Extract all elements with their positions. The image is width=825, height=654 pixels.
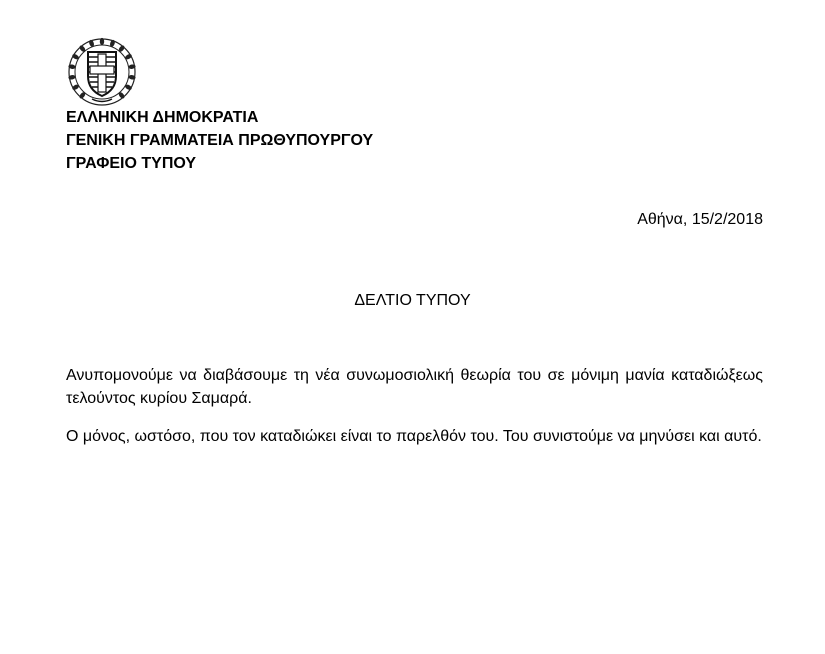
coat-of-arms-icon xyxy=(66,36,138,108)
document-date: Αθήνα, 15/2/2018 xyxy=(637,211,763,228)
secretariat-name: ΓΕΝΙΚΗ ΓΡΑΜΜΑΤΕΙΑ ΠΡΩΘΥΠΟΥΡΓΟΥ xyxy=(66,132,374,149)
paragraph-1: Ανυπομονούμε να διαβάσουμε τη νέα συνωμοσιολική θεωρία του σε μόνιμη μανία καταδιώξεως τελούντος κυρίου Σαμαρά. xyxy=(66,367,763,407)
document-title: ΔΕΛΤΙΟ ΤΥΠΟΥ xyxy=(354,292,471,309)
office-name: ΓΡΑΦΕΙΟ ΤΥΠΟΥ xyxy=(66,155,197,172)
header-block xyxy=(66,106,373,175)
paragraph-2: Ο μόνος, ωστόσο, που τον καταδιώκει είναι το παρελθόν του. Του συνιστούμε να μηνύσει και αυτό. xyxy=(66,428,762,445)
country-name: ΕΛΛΗΝΙΚΗ ΔΗΜΟΚΡΑΤΙΑ xyxy=(66,109,259,126)
